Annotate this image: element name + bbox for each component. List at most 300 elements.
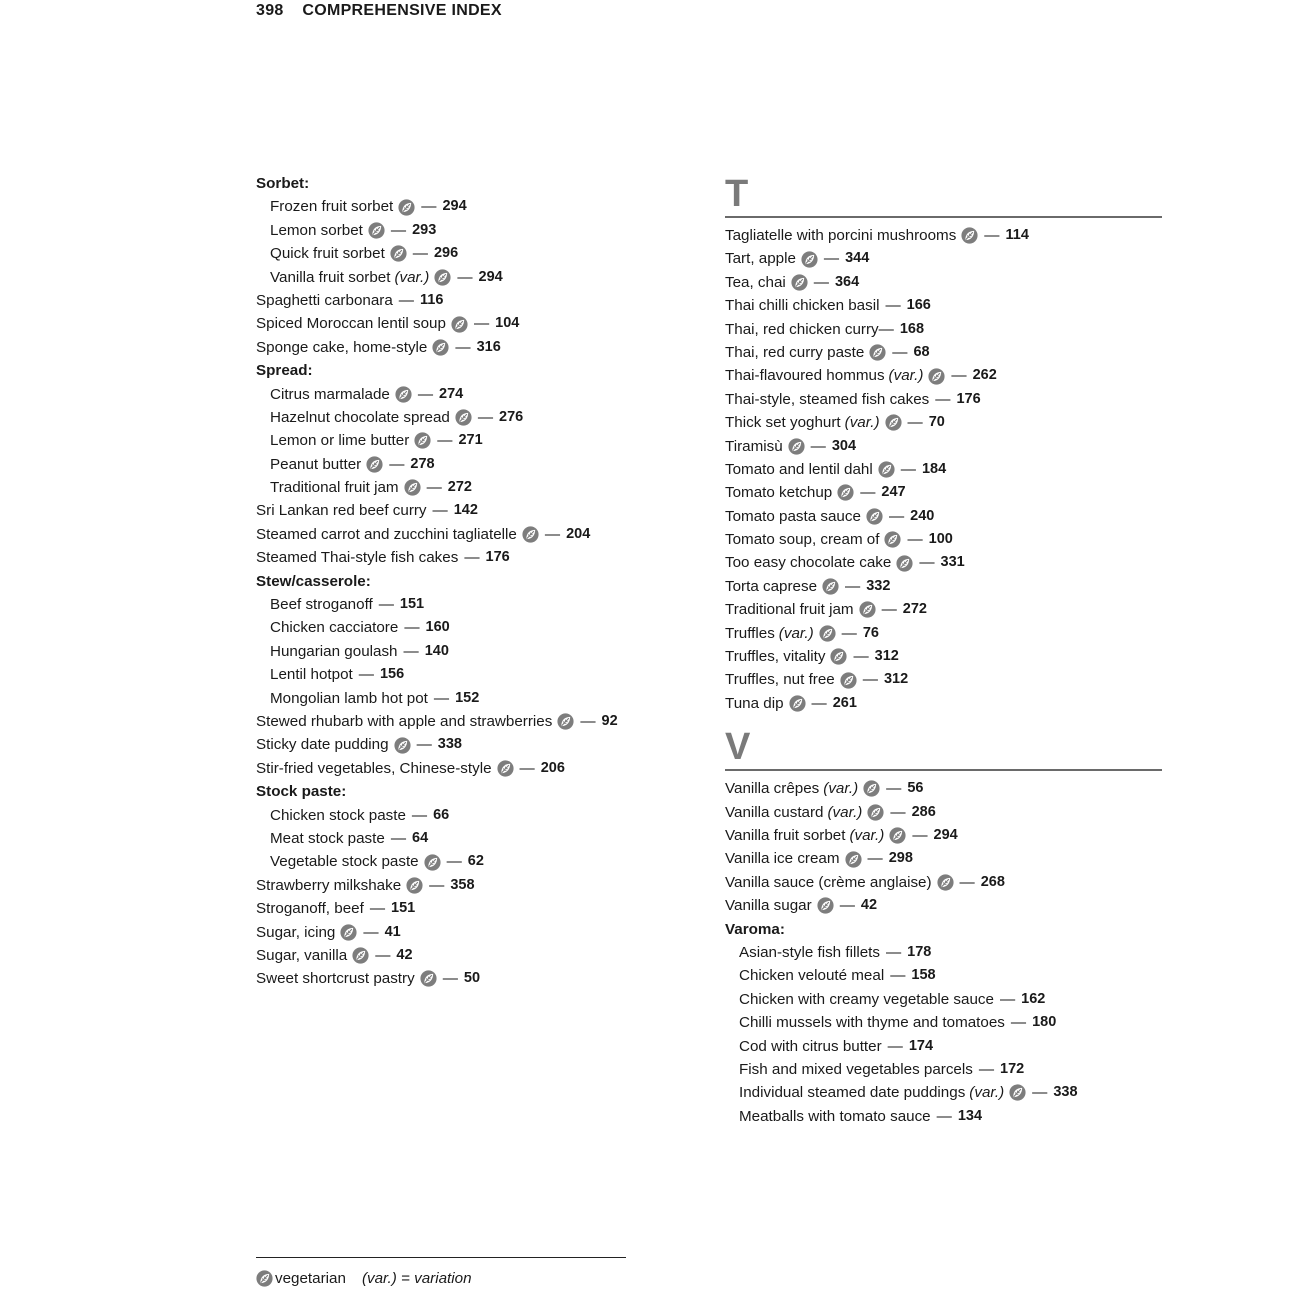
page-ref: 76	[862, 624, 879, 641]
index-entry	[256, 687, 696, 710]
dash: —	[433, 689, 450, 707]
entry-text: Truffles, vitality	[725, 648, 826, 666]
entry-text: Peanut butter	[270, 455, 362, 473]
leaf-icon	[522, 526, 539, 543]
index-entry	[725, 318, 1162, 341]
section-letter-t: T	[725, 173, 749, 215]
dash: —	[358, 666, 374, 684]
leaf-icon	[889, 827, 906, 844]
index-entry	[725, 1081, 1162, 1104]
page-ref: 41	[384, 923, 401, 940]
index-heading	[256, 359, 696, 382]
leaf-icon	[557, 713, 574, 730]
entry-text: Too easy chocolate cake	[725, 554, 892, 572]
page-ref: 176	[485, 549, 510, 566]
page-ref: 134	[957, 1107, 983, 1124]
dash: —	[919, 554, 935, 572]
leaf-icon	[866, 508, 883, 525]
index-entry	[725, 692, 1162, 715]
page-ref: 168	[899, 320, 925, 337]
index-entry	[725, 1011, 1162, 1034]
leaf-icon	[845, 851, 862, 868]
entry-text: Strawberry milkshake	[256, 876, 402, 894]
index-entry	[256, 733, 696, 756]
index-entry	[725, 294, 1162, 317]
leaf-icon	[896, 555, 913, 572]
entry-text: Chicken velouté meal	[739, 967, 885, 985]
entry-text: Vanilla ice cream	[725, 850, 840, 868]
dash: —	[935, 390, 951, 408]
leaf-icon	[366, 456, 383, 473]
leaf-icon	[878, 461, 895, 478]
index-entry	[725, 528, 1162, 551]
entry-text: Mongolian lamb hot pot	[270, 689, 428, 707]
section-t-entries	[725, 224, 1162, 715]
dash: —	[442, 970, 458, 988]
leaf-icon	[406, 877, 423, 894]
dash: —	[907, 531, 923, 549]
entry-text: Truffles	[725, 624, 775, 642]
variation-marker: (var.)	[888, 367, 924, 385]
entry-text: Lentil hotpot	[270, 666, 353, 684]
entry-text: Hungarian goulash	[270, 642, 398, 660]
entry-text: Thai chilli chicken basil	[725, 297, 880, 315]
leaf-icon	[434, 269, 451, 286]
page-ref: 160	[425, 619, 450, 636]
page-ref: 278	[410, 455, 435, 472]
page-ref: 156	[379, 666, 405, 683]
index-entry	[725, 458, 1162, 481]
variation-marker: (var.)	[969, 1084, 1005, 1102]
dash: —	[417, 385, 434, 403]
page-ref: 174	[908, 1037, 934, 1054]
page-ref: 276	[499, 408, 524, 425]
page-ref: 332	[866, 577, 891, 594]
footer-rule	[256, 1257, 626, 1258]
page-ref: 293	[412, 221, 437, 238]
index-entry	[256, 289, 696, 312]
entry-text: Thai-flavoured hommus	[725, 367, 885, 385]
index-entry	[725, 1058, 1162, 1081]
entry-text: Thick set yoghurt	[725, 414, 841, 432]
leaf-icon	[395, 386, 412, 403]
index-entry	[256, 429, 696, 452]
page-ref: 272	[447, 479, 472, 496]
page-ref: 158	[911, 967, 936, 984]
running-header	[256, 2, 502, 20]
dash: —	[426, 479, 442, 497]
index-entry	[256, 242, 696, 265]
dash: —	[477, 408, 494, 426]
page-ref: 312	[883, 671, 909, 688]
dash: —	[375, 946, 391, 964]
index-entry	[725, 1105, 1162, 1128]
index-entry	[256, 546, 696, 569]
dash: —	[390, 829, 406, 847]
index-entry	[256, 476, 696, 499]
variation-marker: (var.)	[827, 803, 863, 821]
leaf-icon	[928, 368, 945, 385]
leaf-icon	[822, 578, 839, 595]
entry-text: Chicken cacciatore	[270, 619, 399, 637]
page-ref: 114	[1005, 227, 1029, 243]
index-entry	[725, 645, 1162, 668]
leaf-icon	[414, 432, 431, 449]
section-letter-v: V	[725, 726, 751, 769]
entry-text: Sri Lankan red beef curry	[256, 502, 427, 520]
dash: —	[890, 967, 906, 985]
page-ref: 331	[940, 554, 965, 571]
dash: —	[378, 596, 394, 614]
page-ref: 262	[972, 367, 997, 384]
leaf-icon	[961, 227, 978, 244]
entry-text: Sweet shortcrust pastry	[256, 970, 415, 988]
page-ref: 286	[911, 803, 936, 820]
entry-text: Lemon sorbet	[270, 221, 363, 239]
index-entry	[725, 1035, 1162, 1058]
page-ref: 56	[907, 780, 924, 797]
entry-text: Thai, red curry paste	[725, 343, 865, 361]
page-number: 398	[256, 2, 284, 19]
index-entry	[256, 499, 696, 522]
page-ref: 50	[463, 970, 481, 987]
page-ref: 151	[391, 900, 416, 917]
entry-text: Chilli mussels with thyme and tomatoes	[739, 1014, 1005, 1032]
index-entry	[725, 847, 1162, 870]
leaf-icon	[352, 947, 369, 964]
entry-text: Tiramisù	[725, 437, 783, 455]
dash: —	[862, 671, 878, 689]
page-ref: 247	[881, 484, 906, 501]
page-ref: 172	[1000, 1060, 1025, 1077]
entry-text: Vanilla sugar	[725, 897, 812, 915]
page-ref: 92	[601, 712, 618, 729]
index-entry	[256, 967, 696, 990]
leaf-icon	[368, 222, 385, 239]
dash: —	[369, 900, 385, 918]
leaf-icon	[404, 479, 421, 496]
entry-text: Fish and mixed vegetables parcels	[739, 1060, 973, 1078]
dash: —	[888, 507, 905, 525]
index-entry	[725, 871, 1162, 894]
page-ref: 338	[437, 736, 462, 753]
page-ref: 66	[433, 806, 450, 823]
leaf-icon	[859, 601, 876, 618]
index-entry	[725, 435, 1162, 458]
entry-text: Chicken with creamy vegetable sauce	[739, 990, 994, 1008]
legend	[256, 1270, 472, 1287]
entry-text: Vegetable stock paste	[270, 853, 419, 871]
dash: —	[1032, 1084, 1048, 1102]
index-entry	[725, 575, 1162, 598]
index-entry	[256, 195, 696, 218]
index-heading	[256, 172, 696, 195]
entry-text: Varoma:	[725, 920, 785, 938]
entry-text: Sponge cake, home-style	[256, 338, 428, 356]
dash: —	[813, 273, 829, 291]
entry-text: Asian-style fish fillets	[739, 943, 880, 961]
variation-marker: (var.)	[778, 624, 814, 642]
entry-text: Stir-fried vegetables, Chinese-style	[256, 759, 492, 777]
dash: —	[544, 525, 561, 543]
index-entry	[256, 757, 696, 780]
dash: —	[867, 850, 883, 868]
dash: —	[907, 414, 923, 432]
entry-text: Torta caprese	[725, 577, 818, 595]
entry-text: Sugar, icing	[256, 923, 336, 941]
leaf-icon	[451, 316, 468, 333]
index-entry	[256, 897, 696, 920]
dash: —	[390, 221, 407, 239]
dash: —	[841, 624, 857, 642]
entry-text: Vanilla sauce (crème anglaise)	[725, 873, 932, 891]
dash: —	[936, 1107, 952, 1125]
dash: —	[464, 549, 480, 567]
index-entry	[256, 921, 696, 944]
dash: —	[437, 432, 453, 450]
dash: —	[890, 803, 906, 821]
entry-text: Stroganoff, beef	[256, 900, 364, 918]
page-ref: 42	[860, 897, 878, 914]
leaf-icon	[420, 970, 437, 987]
page-ref: 298	[888, 850, 913, 867]
index-entry	[725, 341, 1162, 364]
entry-text: Frozen fruit sorbet	[270, 198, 394, 216]
dash: —	[810, 437, 826, 455]
page-ref: 151	[399, 596, 425, 613]
page-ref: 294	[478, 268, 503, 285]
section-divider	[725, 769, 1162, 771]
dash: —	[432, 502, 448, 520]
index-entry	[256, 593, 696, 616]
entry-text: Sugar, vanilla	[256, 946, 348, 964]
dash: —	[885, 943, 902, 961]
index-entry	[725, 551, 1162, 574]
leaf-icon	[340, 924, 357, 941]
legend-variation: (var.) = variation	[361, 1270, 472, 1287]
index-entry	[725, 964, 1162, 987]
dash: —	[416, 736, 432, 754]
dash: —	[429, 876, 445, 894]
page-ref: 178	[907, 943, 932, 960]
page-ref: 316	[476, 338, 501, 355]
page-ref: 162	[1021, 990, 1046, 1007]
page-ref: 294	[933, 826, 958, 843]
entry-text: Traditional fruit jam	[270, 479, 399, 497]
entry-text: Stew/casserole:	[256, 572, 371, 590]
dash: —	[912, 826, 928, 844]
entry-text: Tomato ketchup	[725, 484, 833, 502]
page-ref: 296	[433, 245, 459, 262]
entry-text: Tomato soup, cream of	[725, 531, 880, 549]
leaf-icon	[837, 484, 854, 501]
section-divider	[725, 216, 1162, 218]
index-entry	[725, 988, 1162, 1011]
entry-text: Tea, chai	[725, 273, 786, 291]
index-entry	[256, 336, 696, 359]
page-ref: 206	[540, 759, 565, 776]
index-entry	[256, 944, 696, 967]
page-ref: 68	[913, 343, 930, 360]
dash: —	[363, 923, 379, 941]
dash: —	[811, 694, 827, 712]
page-ref: 272	[902, 601, 927, 618]
page-ref: 261	[832, 694, 857, 711]
entry-text: Meat stock paste	[270, 829, 385, 847]
page-ref: 294	[442, 198, 467, 215]
leaf-icon	[789, 695, 806, 712]
leaf-icon	[884, 531, 901, 548]
index-entry	[725, 824, 1162, 847]
index-entry	[725, 411, 1162, 434]
index-entry	[256, 874, 696, 897]
section-t	[725, 174, 1162, 715]
dash: —	[457, 268, 473, 286]
variation-marker: (var.)	[844, 414, 880, 432]
index-entry	[256, 266, 696, 289]
leaf-icon	[394, 737, 411, 754]
index-heading	[256, 570, 696, 593]
header-title: COMPREHENSIVE INDEX	[302, 2, 502, 19]
dash: —	[839, 897, 855, 915]
dash: —	[455, 338, 471, 356]
index-entry	[256, 850, 696, 873]
index-column-left	[256, 172, 696, 991]
entry-text: Traditional fruit jam	[725, 601, 854, 619]
index-entry	[725, 388, 1162, 411]
leaf-icon	[497, 760, 514, 777]
dash: —	[1010, 1014, 1027, 1032]
dash: —	[900, 460, 916, 478]
page-ref: 116	[419, 291, 444, 308]
section-v	[725, 727, 1162, 1128]
dash: —	[580, 712, 596, 730]
entry-text: Tagliatelle with porcini mushrooms	[725, 227, 957, 244]
entry-text: Truffles, nut free	[725, 671, 835, 689]
page-ref: 70	[928, 414, 945, 431]
page-ref: 62	[467, 853, 484, 870]
index-entry	[256, 827, 696, 850]
page-ref: 268	[980, 873, 1005, 890]
entry-text: Tomato pasta sauce	[725, 507, 861, 525]
page-ref: 180	[1032, 1014, 1057, 1031]
index-entry	[256, 523, 696, 546]
page-ref: 140	[424, 642, 449, 659]
page-ref: 42	[396, 946, 413, 963]
leaf-icon	[455, 409, 472, 426]
entry-text: Steamed carrot and zucchini tagliatelle	[256, 525, 517, 543]
index-entry	[256, 616, 696, 639]
leaf-icon	[869, 344, 886, 361]
entry-text: Spread:	[256, 362, 313, 380]
leaf-icon	[801, 251, 818, 268]
index-entry	[256, 312, 696, 335]
dash: —	[878, 320, 894, 338]
index-heading	[725, 918, 1162, 941]
page-ref: 184	[921, 460, 947, 477]
section-v-entries	[725, 777, 1162, 1128]
leaf-icon	[863, 780, 880, 797]
leaf-icon	[840, 672, 857, 689]
dash: —	[885, 297, 901, 315]
index-column-right	[725, 172, 1162, 1128]
leaf-icon	[1009, 1084, 1026, 1101]
leaf-icon	[830, 648, 847, 665]
index-entry	[725, 364, 1162, 387]
variation-marker: (var.)	[823, 780, 859, 798]
index-entry	[256, 640, 696, 663]
leaf-icon	[791, 274, 808, 291]
page-ref: 142	[453, 502, 478, 519]
index-entry	[725, 801, 1162, 824]
page-ref: 240	[910, 507, 935, 524]
entry-text: Lemon or lime butter	[270, 432, 410, 450]
entry-text: Meatballs with tomato sauce	[739, 1107, 931, 1125]
leaf-icon	[788, 438, 805, 455]
dash: —	[881, 601, 897, 619]
entry-text: Thai-style, steamed fish cakes	[725, 390, 930, 408]
page-ref: 100	[928, 531, 953, 548]
leaf-icon	[817, 897, 834, 914]
leaf-icon	[937, 874, 954, 891]
entry-text: Tart, apple	[725, 250, 796, 268]
index-entry	[256, 383, 696, 406]
entry-text: Spiced Moroccan lentil soup	[256, 315, 446, 333]
dash: —	[403, 642, 419, 660]
variation-marker: (var.)	[394, 268, 430, 286]
page-ref: 152	[455, 689, 480, 706]
dash: —	[446, 853, 462, 871]
page-ref: 274	[439, 385, 464, 402]
entry-text: Vanilla fruit sorbet	[270, 268, 391, 286]
index-entry	[256, 710, 696, 733]
index-entry	[725, 622, 1162, 645]
dash: —	[978, 1060, 995, 1078]
index-entry	[725, 941, 1162, 964]
index-entry	[725, 777, 1162, 800]
leaf-icon	[398, 199, 415, 216]
dash: —	[984, 227, 1000, 244]
entry-text: Vanilla custard	[725, 803, 824, 821]
dash: —	[404, 619, 420, 637]
dash: —	[892, 343, 908, 361]
index-entry	[256, 219, 696, 242]
page-ref: 364	[834, 273, 860, 290]
page-ref: 176	[956, 390, 981, 407]
entry-text: Steamed Thai-style fish cakes	[256, 549, 459, 567]
entry-text: Spaghetti carbonara	[256, 291, 393, 309]
entry-text: Tuna dip	[725, 694, 784, 712]
legend-vegetarian: vegetarian	[275, 1270, 346, 1287]
dash: —	[951, 367, 967, 385]
entry-text: Hazelnut chocolate spread	[270, 408, 450, 426]
leaf-icon	[819, 625, 836, 642]
index-entry	[725, 668, 1162, 691]
page-ref: 204	[566, 525, 591, 542]
leaf-icon	[256, 1270, 273, 1287]
page-ref: 344	[845, 250, 870, 267]
entry-text: Beef stroganoff	[270, 596, 373, 614]
entry-text: Chicken stock paste	[270, 806, 406, 824]
dash: —	[845, 577, 861, 595]
entry-text: Citrus marmalade	[270, 385, 390, 403]
variation-marker: (var.)	[849, 826, 885, 844]
page-ref: 64	[412, 829, 429, 846]
page-ref: 304	[831, 437, 857, 454]
entry-text: Vanilla crêpes	[725, 780, 820, 798]
leaf-icon	[885, 414, 902, 431]
dash: —	[999, 990, 1016, 1008]
